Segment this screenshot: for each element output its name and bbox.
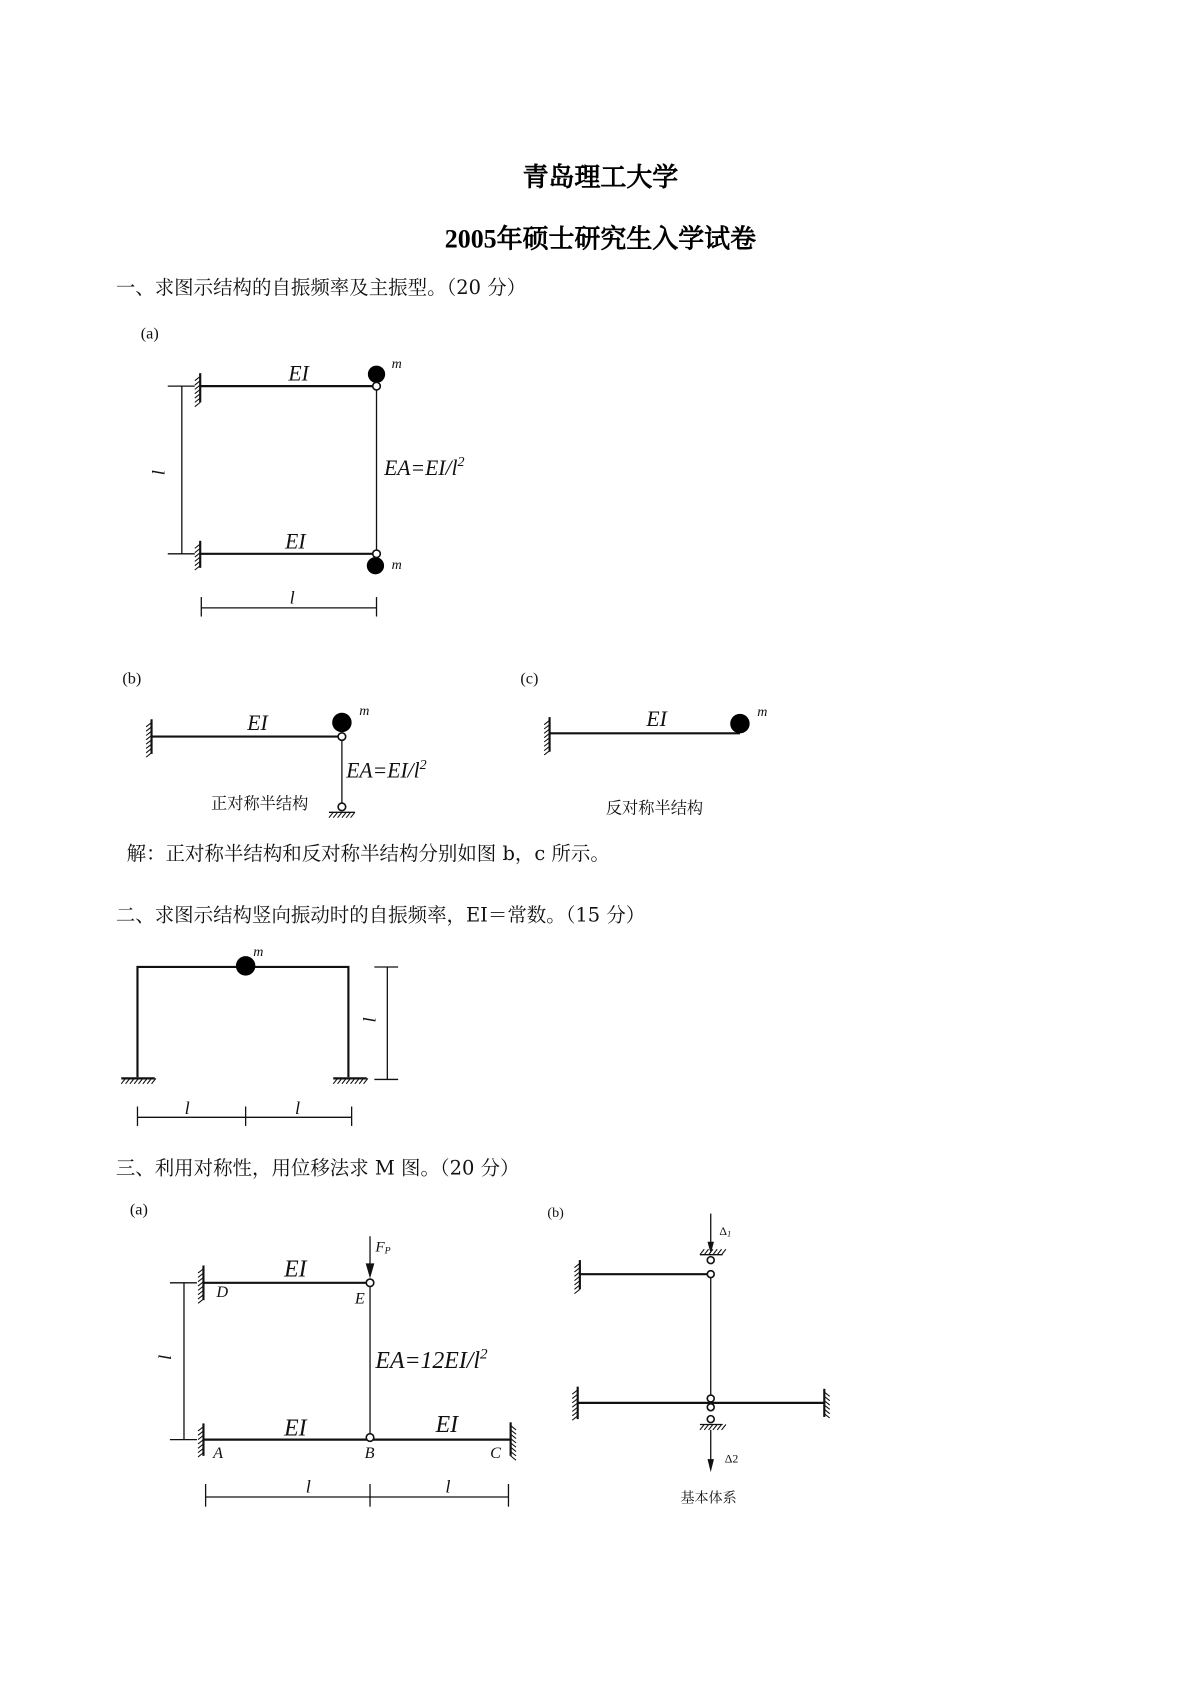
question-1-text: 一、求图示结构的自振频率及主振型。（20 分）	[115, 276, 527, 300]
hatch-line	[198, 1299, 203, 1303]
figure-1a	[141, 325, 465, 617]
hatch-line	[511, 1456, 516, 1460]
mass	[332, 713, 351, 732]
hatch-line	[574, 1289, 579, 1293]
hatch-line	[709, 1424, 713, 1429]
hatch-line	[544, 751, 549, 755]
label-mass: m	[757, 704, 768, 721]
label-ea-base: EA=EI/l	[346, 758, 420, 783]
label-ei-bc: EI	[435, 1412, 459, 1439]
exam-title: 2005年硕士研究生入学试卷	[444, 224, 757, 254]
hatch-line	[704, 1249, 708, 1254]
figure-1b	[122, 670, 426, 813]
hatch-line	[195, 402, 200, 406]
label-ei: EI	[247, 711, 268, 736]
hatch-line	[722, 1249, 726, 1254]
hatch-line	[342, 812, 346, 817]
hinge-b	[366, 1434, 374, 1442]
label-ea-sup: 2	[479, 1346, 488, 1363]
label-delta1	[719, 1224, 731, 1238]
dim-label-left: l	[305, 1476, 311, 1497]
hatch-line	[146, 753, 151, 757]
mass-bottom	[367, 557, 384, 574]
label-mass: m	[359, 702, 370, 719]
node-b: B	[364, 1444, 375, 1463]
hinge	[707, 1257, 714, 1264]
figure-1c	[520, 670, 767, 818]
mass	[730, 714, 749, 733]
dim-label-right: l	[445, 1476, 451, 1497]
label-ei-ab: EI	[284, 1415, 307, 1442]
hatch-line	[329, 812, 333, 817]
dim-label-horizontal: l	[289, 587, 295, 608]
university-title: 青岛理工大学	[522, 163, 679, 193]
node-c: C	[490, 1444, 501, 1463]
label-ea	[345, 757, 426, 783]
figure-3a	[130, 1201, 511, 1507]
question-2-text: 二、求图示结构竖向振动时的自振频率，EI＝常数。（15 分）	[115, 903, 646, 927]
label-ea-base: EA=EI/l	[384, 455, 458, 480]
dim-label-vertical: l	[359, 1017, 380, 1023]
figure-label: (b)	[547, 1204, 564, 1221]
mass-top	[368, 366, 385, 383]
figure-label: (b)	[122, 669, 142, 688]
question-3-text: 三、利用对称性，用位移法求 M 图。（20 分）	[115, 1156, 520, 1180]
label-ei-top: EI	[288, 361, 309, 386]
hatch-line	[722, 1424, 726, 1429]
node-e: E	[354, 1289, 365, 1308]
label-delta2: Δ2	[724, 1451, 739, 1466]
figure-2	[137, 944, 398, 1126]
node-a: A	[213, 1444, 224, 1463]
hinge	[707, 1404, 714, 1411]
label-ea	[374, 1347, 488, 1375]
figure-3b	[547, 1205, 824, 1507]
figure-label: (a)	[140, 324, 159, 343]
label-ei-de: EI	[284, 1256, 307, 1283]
label-mass-bottom: m	[391, 556, 402, 573]
label-force	[374, 1239, 390, 1256]
delta2-arrow-head	[707, 1459, 713, 1472]
label-ea-sup: 2	[419, 757, 427, 774]
hinge	[707, 1395, 714, 1402]
node-d: D	[216, 1282, 229, 1301]
dim-label-left: l	[184, 1098, 190, 1119]
hinge	[707, 1271, 714, 1278]
hinge	[373, 550, 381, 558]
label-ea-base: EA=12EI/l	[375, 1348, 480, 1375]
figure-label: (a)	[129, 1200, 148, 1219]
label-mass: m	[253, 944, 264, 961]
solution-text: 解：正对称半结构和反对称半结构分别如图 b，c 所示。	[126, 841, 610, 865]
hatch-line	[717, 1249, 721, 1254]
caption: 反对称半结构	[605, 798, 704, 818]
label-ei-bottom: EI	[285, 529, 306, 554]
caption: 正对称半结构	[211, 794, 309, 814]
hinge-e	[366, 1279, 374, 1287]
label-delta1-base: Δ	[719, 1224, 728, 1239]
label-ea	[383, 454, 464, 480]
hatch-line	[346, 812, 350, 817]
hatch-line	[713, 1424, 717, 1429]
label-ea-sup: 2	[457, 454, 465, 471]
figure-label: (c)	[520, 669, 539, 688]
pin-support	[338, 803, 346, 811]
label-force-base: F	[375, 1239, 385, 1256]
hatch-line	[717, 1424, 721, 1429]
label-force-sub: P	[384, 1245, 391, 1257]
force-arrow-head	[366, 1263, 375, 1278]
hatch-line	[333, 812, 337, 817]
hatch-line	[713, 1249, 717, 1254]
portal-frame	[137, 967, 348, 1077]
caption: 基本体系	[680, 1490, 737, 1507]
dim-label-vertical: l	[155, 1354, 176, 1360]
hatch-line	[338, 812, 342, 817]
hatch-line	[700, 1424, 704, 1429]
label-ei: EI	[646, 706, 667, 731]
hatch-line	[351, 812, 355, 817]
dim-label-vertical: l	[148, 470, 169, 476]
hinge	[373, 382, 381, 390]
hinge	[707, 1416, 714, 1423]
hatch-line	[700, 1249, 704, 1254]
hinge	[338, 733, 346, 741]
dim-label-right: l	[294, 1098, 301, 1119]
label-mass-top: m	[391, 355, 402, 372]
label-delta1-sub: 1	[727, 1228, 732, 1239]
hatch-line	[704, 1424, 708, 1429]
